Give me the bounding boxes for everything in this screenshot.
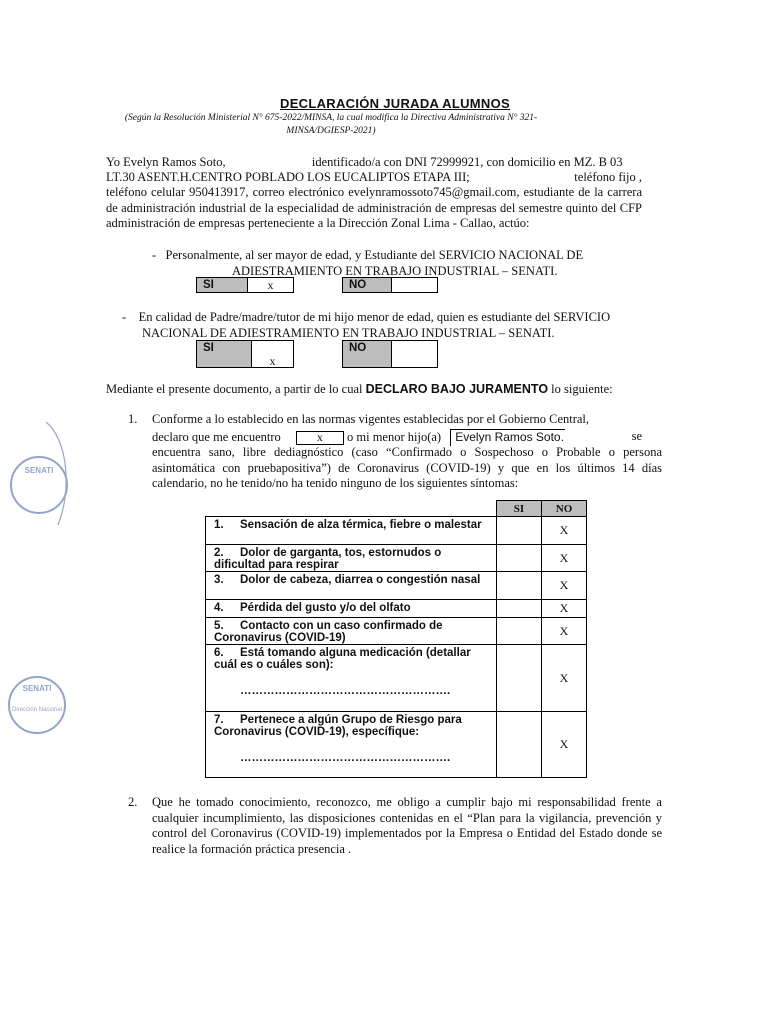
symptoms-table [205,500,587,778]
declaration-bold: DECLARO BAJO JURAMENTO [365,382,549,396]
item-1-declare-text: declaro que me encuentro [152,430,281,444]
option-1-no-box[interactable] [392,277,438,293]
symptom-5-si[interactable] [497,618,542,645]
symptom-3-num: 3. [214,574,224,586]
table-row [206,618,587,645]
option-2-si-label: SI [196,340,252,368]
option-2-bullet: - [122,310,127,324]
signature-stroke [38,420,78,530]
option-1-checkboxes [196,277,456,293]
symptom-1-text: Sensación de alza térmica, fiebre o malestar [240,519,482,531]
table-row [206,600,587,618]
item-1-self-box[interactable]: x [296,431,344,445]
declaration-suffix: lo siguiente: [551,382,613,396]
item-1-se: se [631,429,642,443]
intro-phone-fixed: teléfono fijo , [574,170,642,184]
symptom-6-si[interactable] [497,645,542,712]
option-2-line1: En calidad de Padre/madre/tutor de mi hijo menor de edad, quien es estudiante del SERVICIO [138,310,611,324]
item-1-line1: Conforme a lo establecido en las normas vigentes establecidas por el Gobierno Central, [152,412,590,426]
symptom-3 [206,572,497,600]
table-row [206,645,587,712]
table-row [206,712,587,778]
symptom-3-text: Dolor de cabeza, diarrea o congestión nasal [240,574,481,586]
declaration-line [106,382,646,398]
intro-rest: teléfono celular 950413917, correo electrónico evelynramossoto745@gmail.com, estudiante de la carrera de administración industrial de la especialidad de administración de empresas del semestre quinto del CFP administración de empresas perteneciente a la Dirección Zonal Lima - Callao, actúo: [106,185,642,230]
symptom-7-num: 7. [214,714,224,726]
option-1-bullet: - [152,248,157,262]
option-2-si-box[interactable]: x [252,340,294,368]
symptom-6-text: Está tomando alguna medicación (detallar cuál es o cuáles son): [214,647,471,671]
symptom-6-no[interactable]: X [542,645,587,712]
option-1-text [152,248,622,279]
intro-line2 [106,170,642,186]
symptom-6-dots[interactable]: ………………………………………………. [240,685,451,697]
symptom-2 [206,545,497,572]
symptom-7 [206,712,497,778]
symptom-3-si[interactable] [497,572,542,600]
item-1-child-name: Evelyn Ramos Soto. [450,429,565,446]
symptom-2-text: Dolor de garganta, tos, estornudos o dificultad para respirar [214,547,442,571]
option-1-no-label: NO [342,277,392,293]
symptom-5-text: Contacto con un caso confirmado de Coronavirus (COVID-19) [214,620,443,644]
symptom-1 [206,517,497,545]
intro-name: Yo Evelyn Ramos Soto, [106,155,226,169]
document-title: DECLARACIÓN JURADA ALUMNOS [280,96,510,111]
table-row [206,517,587,545]
symptom-3-no[interactable]: X [542,572,587,600]
symptom-4 [206,600,497,618]
symptom-5-num: 5. [214,620,224,632]
symptoms-header-row [206,501,587,517]
option-2-no-box[interactable] [392,340,438,368]
senati-stamp-bottom [8,676,66,734]
symptom-4-no[interactable]: X [542,600,587,618]
symptom-2-si[interactable] [497,545,542,572]
intro-line1 [106,155,642,171]
symptom-7-dots[interactable]: ………………………………………………. [240,752,451,764]
symptom-5-no[interactable]: X [542,618,587,645]
symptom-1-no[interactable]: X [542,517,587,545]
option-1-line1: Personalmente, al ser mayor de edad, y Estudiante del SERVICIO NACIONAL DE [165,248,584,262]
symptom-6-num: 6. [214,647,224,659]
intro-address: LT.30 ASENT.H.CENTRO POBLADO LOS EUCALIPTOS ETAPA III; [106,170,470,184]
symptoms-col-si: SI [497,501,542,517]
item-1-line2 [152,429,662,446]
symptom-7-si[interactable] [497,712,542,778]
symptom-2-no[interactable]: X [542,545,587,572]
declaration-prefix: Mediante el presente documento, a partir de lo cual [106,382,363,396]
symptom-4-text: Pérdida del gusto y/o del olfato [240,602,411,614]
option-2-line2: NACIONAL DE ADIESTRAMIENTO EN TRABAJO INDUSTRIAL – SENATI. [142,325,555,340]
symptom-1-si[interactable] [497,517,542,545]
stamp-top-label: SENATI [24,466,54,475]
symptom-5 [206,618,497,645]
option-1-si-label: SI [196,277,248,293]
symptom-4-num: 4. [214,602,224,614]
option-1-line2: ADIESTRAMIENTO EN TRABAJO INDUSTRIAL – SENATI. [232,263,558,278]
symptom-6 [206,645,497,712]
intro-dni: identificado/a con DNI 72999921, con domicilio en MZ. B 03 [311,155,623,169]
table-row [206,545,587,572]
symptom-7-no[interactable]: X [542,712,587,778]
symptom-2-num: 2. [214,547,224,559]
option-2-text [122,310,642,341]
item-1-rest: encuentra sano, libre dediagnóstico (caso “Confirmado o Sospechoso o Probable o persona asintomática con pruebapositiva”) de Coronavirus (COVID-19) y que en los últimos 14 días calendario, no he tenido/no ha tenido ninguno de los siguientes síntomas: [152,445,662,490]
option-1-si-box[interactable]: x [248,277,294,293]
option-2-checkboxes [196,340,456,368]
option-2-no-label: NO [342,340,392,368]
symptom-4-si[interactable] [497,600,542,618]
stamp-bottom-label: SENATI [22,684,52,693]
item-2-text: Que he tomado conocimiento, reconozco, me obligo a cumplir bajo mi responsabilidad frente a cualquier incumplimiento, las disposiciones contenidas en el “Plan para la vigilancia, prevención y control del Coronavirus (COVID-19) implementados por la Empresa o Entidad del Estado donde se realice la formación práctica presencia . [152,795,662,856]
symptoms-header-blank [206,501,497,517]
symptoms-col-no: NO [542,501,587,517]
stamp-bottom-sub: Dirección Nacional [11,707,63,713]
item-2-number: 2. [128,795,138,809]
symptom-7-text: Pertenece a algún Grupo de Riesgo para Coronavirus (COVID-19), específique: [214,714,462,738]
item-1-number: 1. [128,412,138,426]
symptom-1-num: 1. [214,519,224,531]
item-1-child-text: o mi menor hijo(a) [347,430,442,444]
document-subtitle: (Según la Resolución Ministerial N° 675-2022/MINSA, la cual modifica la Directiva Administrativa N° 321-MINSA/DGIESP-2021) [124,113,538,136]
table-row [206,572,587,600]
